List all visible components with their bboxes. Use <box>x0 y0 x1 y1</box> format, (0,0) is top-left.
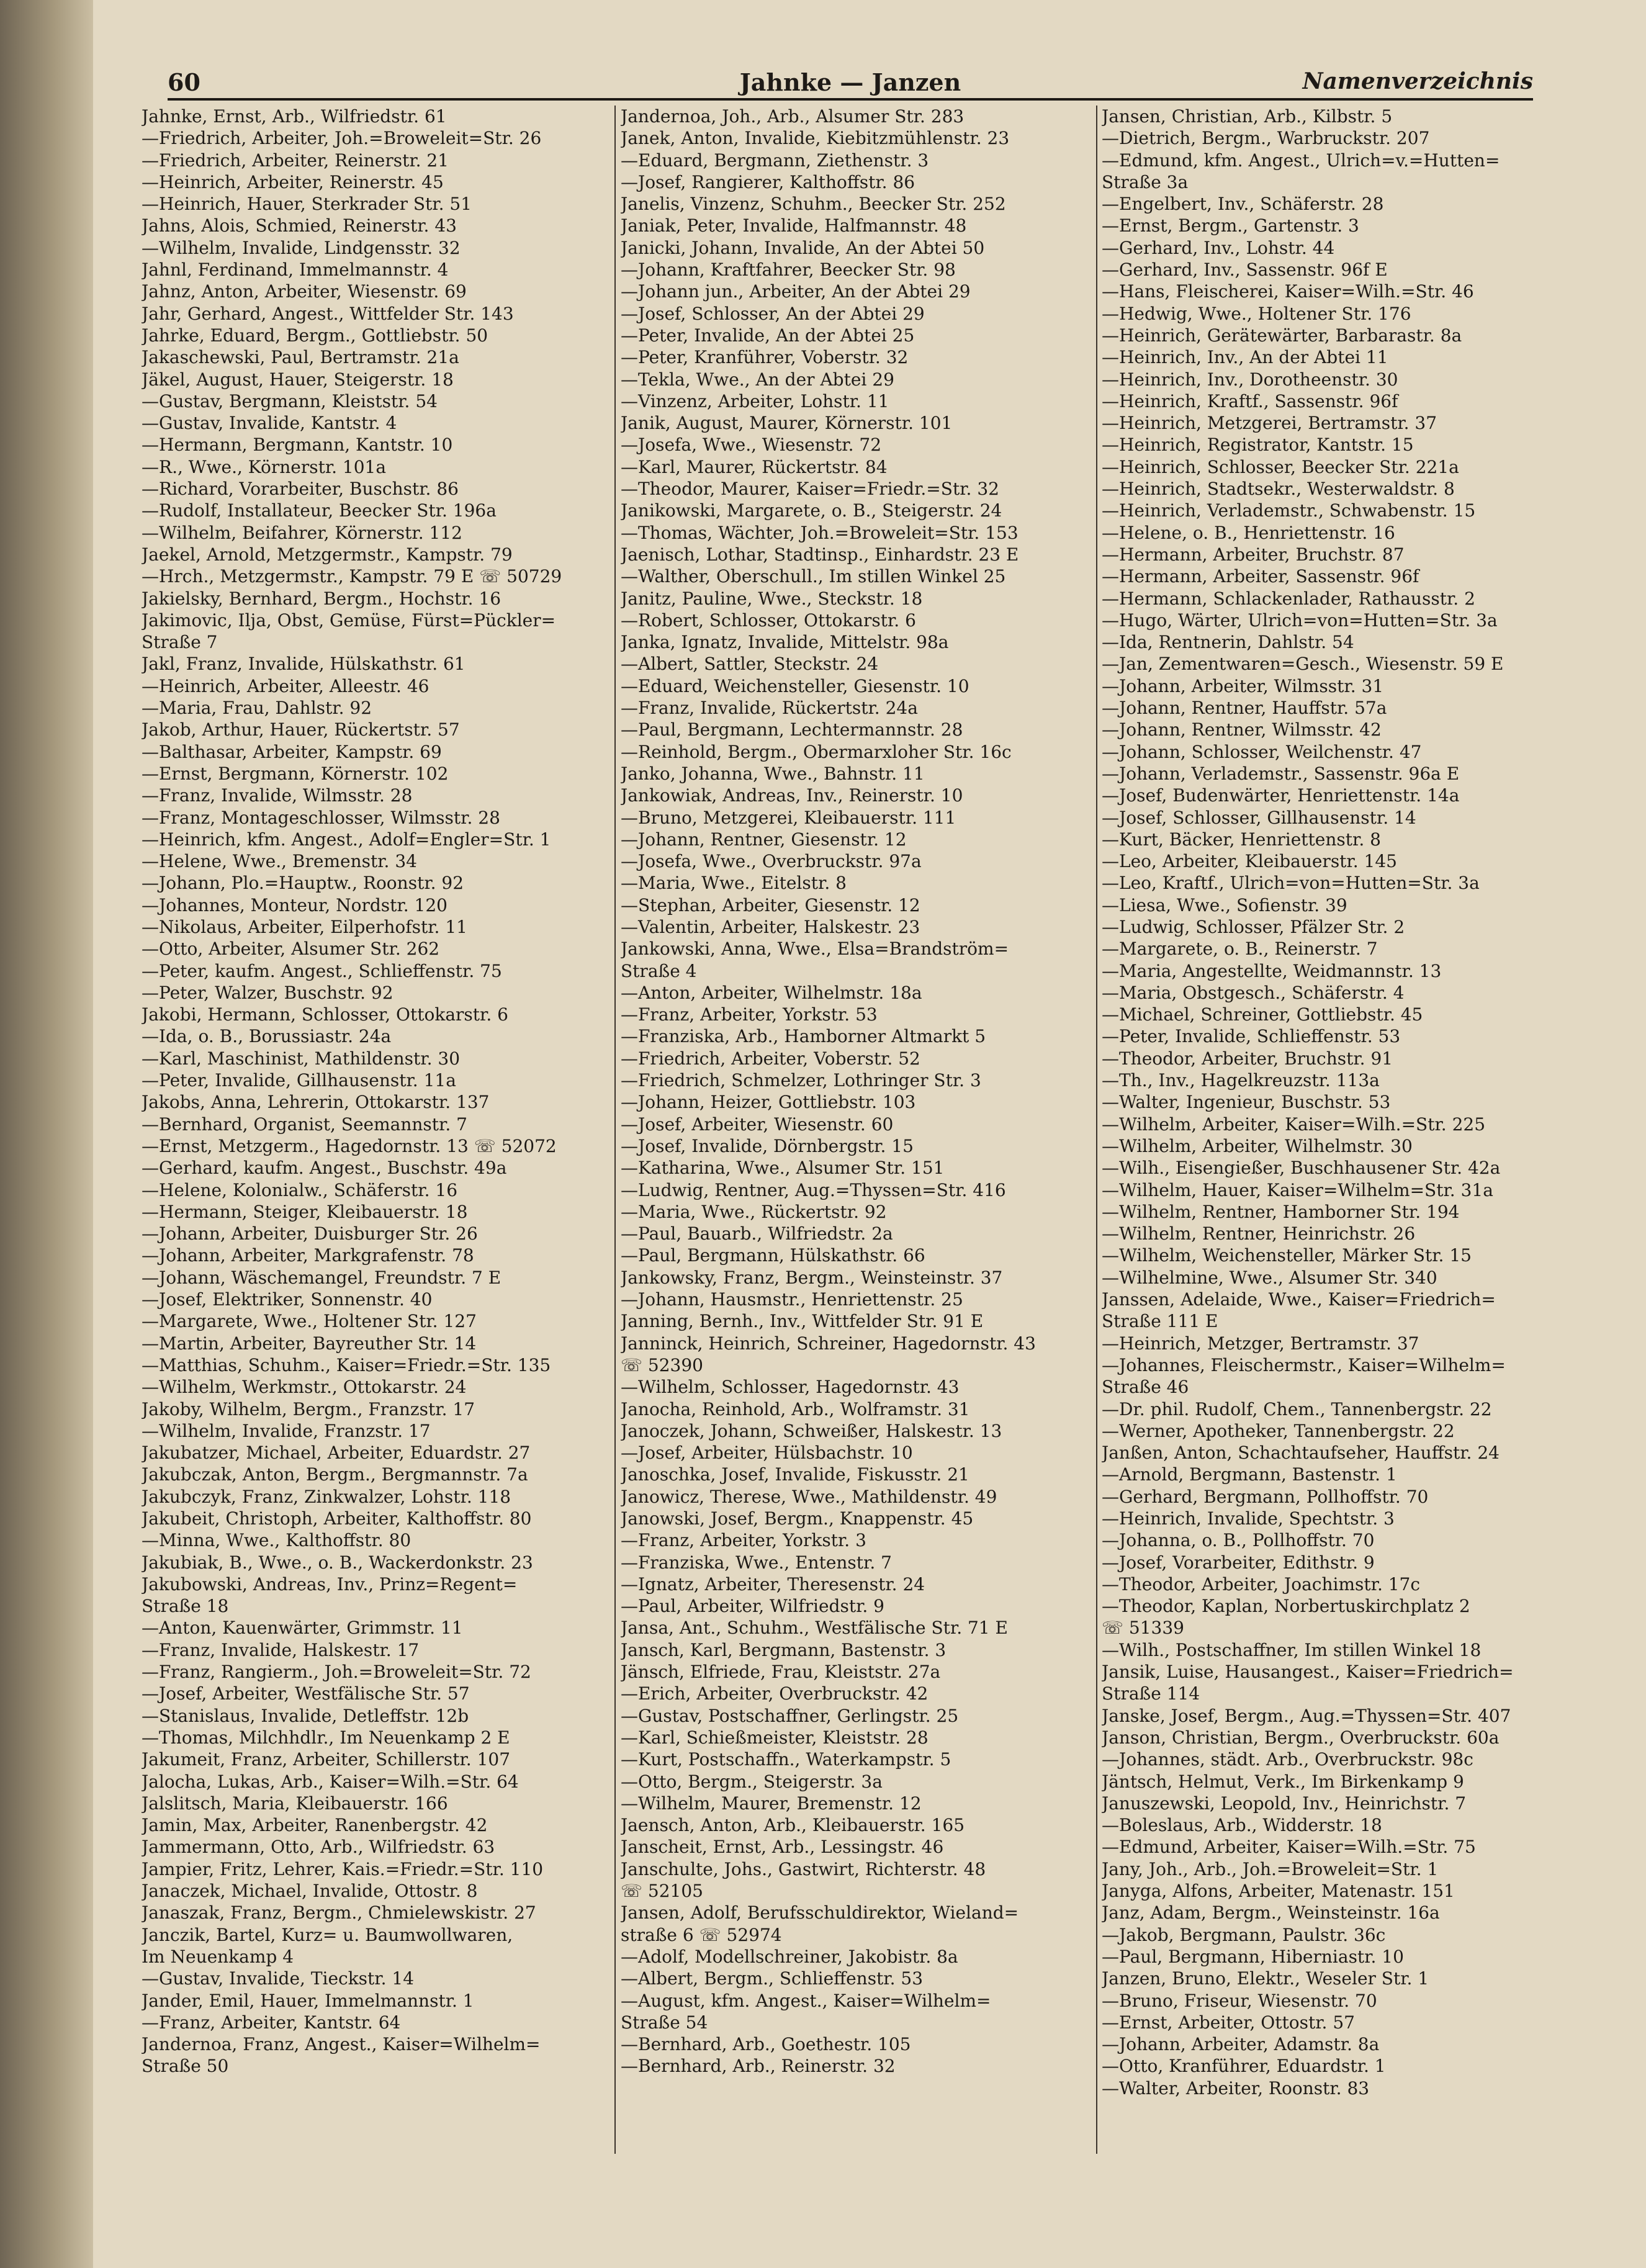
directory-entry: —Wilhelm, Arbeiter, Kaiser=Wilh.=Str. 225 <box>1102 1114 1486 1135</box>
directory-entry: —Johann, Plo.=Hauptw., Roonstr. 92 <box>142 873 464 894</box>
directory-entry: —Albert, Bergm., Schlieffenstr. 53 <box>621 1968 924 1989</box>
directory-entry: —Johann, Rentner, Wilmsstr. 42 <box>1102 719 1382 740</box>
directory-entry: —Wilhelmine, Wwe., Alsumer Str. 340 <box>1102 1267 1437 1288</box>
directory-entry: Jakobi, Hermann, Schlosser, Ottokarstr. 6 <box>142 1004 508 1025</box>
header-rule <box>168 98 1533 101</box>
directory-entry: —Gustav, Bergmann, Kleiststr. 54 <box>142 390 438 412</box>
directory-entry: —Friedrich, Arbeiter, Joh.=Broweleit=Str. 26 <box>142 128 542 149</box>
directory-entry: —Wilhelm, Invalide, Franzstr. 17 <box>142 1420 431 1441</box>
directory-entry: —Johann, Kraftfahrer, Beecker Str. 98 <box>621 259 956 281</box>
directory-entry: —Margarete, Wwe., Holtener Str. 127 <box>142 1311 477 1332</box>
directory-entry: —Franz, Arbeiter, Yorkstr. 3 <box>621 1530 866 1551</box>
directory-entry: —Ernst, Arbeiter, Ottostr. 57 <box>1102 2012 1355 2033</box>
directory-entry: Jänsch, Elfriede, Frau, Kleiststr. 27a <box>621 1662 941 1683</box>
directory-entry: —Hedwig, Wwe., Holtener Str. 176 <box>1102 303 1411 324</box>
directory-entry: Janßen, Anton, Schachtaufseher, Hauffstr. 24 <box>1102 1442 1500 1464</box>
directory-entry: —Hermann, Steiger, Kleibauerstr. 18 <box>142 1201 468 1222</box>
directory-entry: —Walter, Arbeiter, Roonstr. 83 <box>1102 2077 1370 2099</box>
directory-entry: Straße 18 <box>142 1596 229 1617</box>
directory-entry: Im Neuenkamp 4 <box>142 1946 294 1967</box>
directory-entry: —Werner, Apotheker, Tannenbergstr. 22 <box>1102 1420 1455 1441</box>
directory-entry: Janko, Johanna, Wwe., Bahnstr. 11 <box>621 763 925 784</box>
directory-entry: —Kurt, Postschaffn., Waterkampstr. 5 <box>621 1749 951 1770</box>
page-header <box>168 68 1533 102</box>
directory-entry: Jahnz, Anton, Arbeiter, Wiesenstr. 69 <box>142 281 467 302</box>
directory-entry: —Peter, Invalide, An der Abtei 25 <box>621 325 915 346</box>
directory-entry: Janocha, Reinhold, Arb., Wolframstr. 31 <box>621 1398 970 1420</box>
directory-entry: —Johann, Arbeiter, Adamstr. 8a <box>1102 2034 1380 2055</box>
directory-entry: —Johann, Heizer, Gottliebstr. 103 <box>621 1092 916 1113</box>
directory-entry: Janoczek, Johann, Schweißer, Halskestr. 13 <box>621 1420 1002 1441</box>
directory-entry: —Bruno, Metzgerei, Kleibauerstr. 111 <box>621 807 956 828</box>
directory-entry: —Maria, Angestellte, Weidmannstr. 13 <box>1102 960 1442 981</box>
directory-entry: Jakubeit, Christoph, Arbeiter, Kalthoffstr. 80 <box>142 1508 532 1529</box>
directory-entry: —Heinrich, kfm. Angest., Adolf=Engler=Str. 1 <box>142 829 551 850</box>
directory-entry: Janowicz, Therese, Wwe., Mathildenstr. 49 <box>621 1486 997 1507</box>
directory-entry: Janson, Christian, Bergm., Overbruckstr. 60a <box>1102 1727 1500 1748</box>
directory-entry: —Hermann, Schlackenlader, Rathausstr. 2 <box>1102 588 1475 609</box>
directory-entry: —Ernst, Bergmann, Körnerstr. 102 <box>142 763 449 784</box>
directory-entry: —Eduard, Weichensteller, Giesenstr. 10 <box>621 675 969 696</box>
directory-entry: Jakubczyk, Franz, Zinkwalzer, Lohstr. 118 <box>142 1486 511 1507</box>
directory-entry: —Theodor, Arbeiter, Bruchstr. 91 <box>1102 1048 1393 1069</box>
directory-entry: —Wilhelm, Schlosser, Hagedornstr. 43 <box>621 1377 960 1398</box>
directory-entry: —Josef, Schlosser, An der Abtei 29 <box>621 303 925 324</box>
directory-entry: —Peter, Invalide, Gillhausenstr. 11a <box>142 1070 456 1091</box>
directory-entry: Jahnl, Ferdinand, Immelmannstr. 4 <box>142 259 449 281</box>
directory-entry: Jandernoa, Joh., Arb., Alsumer Str. 283 <box>621 106 965 127</box>
directory-entry: —Gustav, Postschaffner, Gerlingstr. 25 <box>621 1705 959 1726</box>
directory-entry: —Ignatz, Arbeiter, Theresenstr. 24 <box>621 1573 925 1595</box>
directory-entry: —Hermann, Arbeiter, Bruchstr. 87 <box>1102 544 1405 565</box>
directory-entry: Janik, August, Maurer, Körnerstr. 101 <box>621 413 953 434</box>
directory-entry: —Franz, Invalide, Rückertstr. 24a <box>621 698 918 719</box>
directory-entry: —Ludwig, Rentner, Aug.=Thyssen=Str. 416 <box>621 1179 1006 1200</box>
directory-entry: Jampier, Fritz, Lehrer, Kais.=Friedr.=Str. 110 <box>142 1858 544 1879</box>
directory-entry: Jahrke, Eduard, Bergm., Gottliebstr. 50 <box>142 325 488 346</box>
directory-entry: —Josef, Schlosser, Gillhausenstr. 14 <box>1102 807 1416 828</box>
directory-entry: —Theodor, Maurer, Kaiser=Friedr.=Str. 32 <box>621 479 999 500</box>
directory-entry: —Paul, Bergmann, Hülskathstr. 66 <box>621 1245 925 1266</box>
directory-entry: Jakob, Arthur, Hauer, Rückertstr. 57 <box>142 719 460 740</box>
directory-entry: —Stephan, Arbeiter, Giesenstr. 12 <box>621 894 920 916</box>
directory-entry: —Otto, Bergm., Steigerstr. 3a <box>621 1771 883 1792</box>
directory-entry: Jakumeit, Franz, Arbeiter, Schillerstr. 107 <box>142 1749 511 1770</box>
directory-entry: Jansen, Christian, Arb., Kilbstr. 5 <box>1102 106 1393 127</box>
directory-entry: —Balthasar, Arbeiter, Kampstr. 69 <box>142 741 442 762</box>
directory-entry: Jander, Emil, Hauer, Immelmannstr. 1 <box>142 1990 474 2011</box>
directory-entry: —Gerhard, Bergmann, Pollhoffstr. 70 <box>1102 1486 1429 1507</box>
directory-entry: —Johann, Arbeiter, Markgrafenstr. 78 <box>142 1245 474 1266</box>
directory-entry: Jahr, Gerhard, Angest., Wittfelder Str. 143 <box>142 303 514 324</box>
directory-entry: —Ernst, Metzgerm., Hagedornstr. 13 ☏ 52072 <box>142 1135 557 1156</box>
directory-entry: —Eduard, Bergmann, Ziethenstr. 3 <box>621 150 929 171</box>
directory-entry: —Engelbert, Inv., Schäferstr. 28 <box>1102 194 1384 215</box>
directory-column-2 <box>621 106 1092 2077</box>
directory-entry: Janaszak, Franz, Bergm., Chmielewskistr. 27 <box>142 1902 536 1924</box>
directory-entry: Straße 111 E <box>1102 1311 1218 1332</box>
directory-entry: —Josef, Elektriker, Sonnenstr. 40 <box>142 1289 433 1310</box>
directory-entry: Jaekel, Arnold, Metzgermstr., Kampstr. 79 <box>142 544 513 565</box>
directory-entry: —Theodor, Kaplan, Norbertuskirchplatz 2 <box>1102 1596 1470 1617</box>
directory-entry: —Hugo, Wärter, Ulrich=von=Hutten=Str. 3a <box>1102 610 1498 631</box>
directory-entry: —Johann jun., Arbeiter, An der Abtei 29 <box>621 281 971 302</box>
directory-entry: Janaczek, Michael, Invalide, Ottostr. 8 <box>142 1881 478 1902</box>
directory-entry: Jakaschewski, Paul, Bertramstr. 21a <box>142 347 459 368</box>
directory-entry: —Heinrich, Metzger, Bertramstr. 37 <box>1102 1333 1419 1354</box>
directory-entry: —Heinrich, Verlademstr., Schwabenstr. 15 <box>1102 500 1476 521</box>
directory-entry: —Valentin, Arbeiter, Halskestr. 23 <box>621 916 920 937</box>
directory-entry: —Wilhelm, Rentner, Hamborner Str. 194 <box>1102 1201 1460 1222</box>
directory-entry: —Karl, Schießmeister, Kleiststr. 28 <box>621 1727 929 1748</box>
directory-entry: —Wilhelm, Arbeiter, Wilhelmstr. 30 <box>1102 1135 1413 1156</box>
directory-entry: Jaensch, Anton, Arb., Kleibauerstr. 165 <box>621 1815 965 1836</box>
directory-entry: Janicki, Johann, Invalide, An der Abtei 50 <box>621 237 985 258</box>
directory-entry: —Paul, Bergmann, Lechtermannstr. 28 <box>621 719 963 740</box>
directory-entry: —Dr. phil. Rudolf, Chem., Tannenbergstr. 22 <box>1102 1398 1492 1420</box>
directory-entry: —Maria, Wwe., Eitelstr. 8 <box>621 873 847 894</box>
directory-entry: —Peter, kaufm. Angest., Schlieffenstr. 75 <box>142 960 502 981</box>
directory-entry: —Bernhard, Organist, Seemannstr. 7 <box>142 1114 467 1135</box>
directory-entry: —Josef, Arbeiter, Wiesenstr. 60 <box>621 1114 894 1135</box>
directory-entry: Janninck, Heinrich, Schreiner, Hagedornstr. 43 <box>621 1333 1036 1354</box>
directory-entry: —Josef, Vorarbeiter, Edithstr. 9 <box>1102 1552 1375 1573</box>
directory-entry: Jankowski, Anna, Wwe., Elsa=Brandström= <box>621 938 1009 960</box>
directory-entry: —Helene, Wwe., Bremenstr. 34 <box>142 851 417 872</box>
column-divider <box>614 106 616 2154</box>
directory-entry: —Wilhelm, Werkmstr., Ottokarstr. 24 <box>142 1377 467 1398</box>
directory-entry: —Margarete, o. B., Reinerstr. 7 <box>1102 938 1378 960</box>
directory-entry: —Josef, Arbeiter, Westfälische Str. 57 <box>142 1683 470 1704</box>
directory-entry: —Kurt, Bäcker, Henriettenstr. 8 <box>1102 829 1381 850</box>
directory-entry: —Wilh., Postschaffner, Im stillen Winkel 18 <box>1102 1639 1482 1660</box>
directory-entry: Jamin, Max, Arbeiter, Ranenbergstr. 42 <box>142 1815 488 1836</box>
directory-entry: —Heinrich, Metzgerei, Bertramstr. 37 <box>1102 413 1437 434</box>
directory-entry: —Edmund, Arbeiter, Kaiser=Wilh.=Str. 75 <box>1102 1837 1476 1858</box>
section-title: Namenverzeichnis <box>1302 68 1533 94</box>
directory-entry: —Katharina, Wwe., Alsumer Str. 151 <box>621 1158 945 1179</box>
directory-entry: Janka, Ignatz, Invalide, Mittelstr. 98a <box>621 632 949 653</box>
directory-entry: —Leo, Kraftf., Ulrich=von=Hutten=Str. 3a <box>1102 873 1480 894</box>
directory-entry: —Franz, Montageschlosser, Wilmsstr. 28 <box>142 807 500 828</box>
directory-entry: —Liesa, Wwe., Sofienstr. 39 <box>1102 894 1347 916</box>
directory-entry: —Rudolf, Installateur, Beecker Str. 196a <box>142 500 497 521</box>
directory-entry: —Heinrich, Schlosser, Beecker Str. 221a <box>1102 456 1459 477</box>
directory-entry: Janning, Bernh., Inv., Wittfelder Str. 91 E <box>621 1311 984 1332</box>
directory-entry: —Franz, Invalide, Halskestr. 17 <box>142 1639 420 1660</box>
directory-entry: —Josef, Rangierer, Kalthoffstr. 86 <box>621 171 915 192</box>
directory-entry: Jakimovic, Ilja, Obst, Gemüse, Fürst=Pückler= <box>142 610 556 631</box>
directory-entry: —Wilhelm, Hauer, Kaiser=Wilhelm=Str. 31a <box>1102 1179 1493 1200</box>
directory-entry: —Minna, Wwe., Kalthoffstr. 80 <box>142 1530 412 1551</box>
directory-entry: —R., Wwe., Körnerstr. 101a <box>142 456 387 477</box>
directory-entry: Jakl, Franz, Invalide, Hülskathstr. 61 <box>142 654 465 675</box>
directory-entry: —Maria, Frau, Dahlstr. 92 <box>142 698 372 719</box>
directory-entry: —Martin, Arbeiter, Bayreuther Str. 14 <box>142 1333 477 1354</box>
directory-entry: —August, kfm. Angest., Kaiser=Wilhelm= <box>621 1990 991 2011</box>
directory-entry: —Hermann, Arbeiter, Sassenstr. 96f <box>1102 566 1419 587</box>
directory-entry: Janitz, Pauline, Wwe., Steckstr. 18 <box>621 588 923 609</box>
directory-entry: —Thomas, Wächter, Joh.=Broweleit=Str. 153 <box>621 522 1019 543</box>
directory-entry: Jäkel, August, Hauer, Steigerstr. 18 <box>142 369 454 390</box>
directory-entry: —Heinrich, Inv., Dorotheenstr. 30 <box>1102 369 1398 390</box>
directory-entry: Jakubowski, Andreas, Inv., Prinz=Regent= <box>142 1573 518 1595</box>
directory-entry: —Franz, Arbeiter, Kantstr. 64 <box>142 2012 401 2033</box>
directory-entry: Janowski, Josef, Bergm., Knappenstr. 45 <box>621 1508 974 1529</box>
directory-entry: Jakielsky, Bernhard, Bergm., Hochstr. 16 <box>142 588 501 609</box>
directory-entry: —Gerhard, Inv., Sassenstr. 96f E <box>1102 259 1388 281</box>
directory-entry: Jakobs, Anna, Lehrerin, Ottokarstr. 137 <box>142 1092 490 1113</box>
directory-entry: Januszewski, Leopold, Inv., Heinrichstr. 7 <box>1102 1793 1467 1814</box>
directory-entry: Jakubiak, B., Wwe., o. B., Wackerdonkstr. 23 <box>142 1552 533 1573</box>
directory-entry: —Bernhard, Arb., Reinerstr. 32 <box>621 2056 896 2077</box>
directory-entry: —Theodor, Arbeiter, Joachimstr. 17c <box>1102 1573 1421 1595</box>
directory-entry: —Johann, Wäschemangel, Freundstr. 7 E <box>142 1267 501 1288</box>
directory-entry: —Tekla, Wwe., An der Abtei 29 <box>621 369 894 390</box>
directory-entry: Janikowski, Margarete, o. B., Steigerstr. 24 <box>621 500 1002 521</box>
directory-entry: straße 6 ☏ 52974 <box>621 1924 782 1945</box>
directory-entry: —Michael, Schreiner, Gottliebstr. 45 <box>1102 1004 1423 1025</box>
directory-entry: —Heinrich, Gerätewärter, Barbarastr. 8a <box>1102 325 1462 346</box>
directory-entry: —Wilhelm, Rentner, Heinrichstr. 26 <box>1102 1223 1416 1244</box>
directory-entry: —Franziska, Wwe., Entenstr. 7 <box>621 1552 892 1573</box>
directory-entry: —Boleslaus, Arb., Widderstr. 18 <box>1102 1815 1382 1836</box>
directory-entry: —Johann, Arbeiter, Wilmsstr. 31 <box>1102 675 1384 696</box>
directory-entry: Janoschka, Josef, Invalide, Fiskusstr. 21 <box>621 1464 969 1485</box>
directory-entry: —Otto, Arbeiter, Alsumer Str. 262 <box>142 938 440 960</box>
directory-entry: Janske, Josef, Bergm., Aug.=Thyssen=Str. 407 <box>1102 1705 1511 1726</box>
directory-entry: —Josef, Invalide, Dörnbergstr. 15 <box>621 1135 914 1156</box>
directory-entry: —Stanislaus, Invalide, Detleffstr. 12b <box>142 1705 469 1726</box>
directory-entry: Janscheit, Ernst, Arb., Lessingstr. 46 <box>621 1837 944 1858</box>
directory-entry: Jaenisch, Lothar, Stadtinsp., Einhardstr. 23 E <box>621 544 1019 565</box>
directory-entry: —Ernst, Bergm., Gartenstr. 3 <box>1102 215 1359 236</box>
directory-entry: —Dietrich, Bergm., Warbruckstr. 207 <box>1102 128 1430 149</box>
directory-entry: —Nikolaus, Arbeiter, Eilperhofstr. 11 <box>142 916 467 937</box>
directory-entry: —Heinrich, Arbeiter, Alleestr. 46 <box>142 675 429 696</box>
directory-entry: —Ida, o. B., Borussiastr. 24a <box>142 1026 392 1047</box>
directory-entry: —Karl, Maurer, Rückertstr. 84 <box>621 456 888 477</box>
directory-entry: —Josef, Budenwärter, Henriettenstr. 14a <box>1102 785 1460 806</box>
directory-entry: Jammermann, Otto, Arb., Wilfriedstr. 63 <box>142 1837 495 1858</box>
directory-column-1 <box>142 106 613 2077</box>
directory-entry: Jankowiak, Andreas, Inv., Reinerstr. 10 <box>621 785 963 806</box>
directory-entry: —Matthias, Schuhm., Kaiser=Friedr.=Str. 135 <box>142 1354 551 1375</box>
directory-entry: —Heinrich, Invalide, Spechtstr. 3 <box>1102 1508 1395 1529</box>
directory-entry: —Johannes, städt. Arb., Overbruckstr. 98c <box>1102 1749 1473 1770</box>
directory-entry: —Edmund, kfm. Angest., Ulrich=v.=Hutten= <box>1102 150 1500 171</box>
directory-entry: —Wilhelm, Invalide, Lindgensstr. 32 <box>142 237 461 258</box>
directory-column-3 <box>1102 106 1573 2099</box>
directory-entry: Janschulte, Johs., Gastwirt, Richterstr. 48 <box>621 1858 986 1879</box>
directory-entry: —Wilhelm, Weichensteller, Märker Str. 15 <box>1102 1245 1472 1266</box>
page-number: 60 <box>168 68 200 96</box>
directory-entry: —Heinrich, Registrator, Kantstr. 15 <box>1102 434 1414 456</box>
directory-entry: —Helene, o. B., Henriettenstr. 16 <box>1102 522 1395 543</box>
directory-entry: —Jakob, Bergmann, Paulstr. 36c <box>1102 1924 1386 1945</box>
directory-entry: —Franz, Rangierm., Joh.=Broweleit=Str. 72 <box>142 1662 531 1683</box>
directory-entry: Straße 4 <box>621 960 697 981</box>
directory-entry: —Richard, Vorarbeiter, Buschstr. 86 <box>142 479 459 500</box>
directory-entry: —Heinrich, Kraftf., Sassenstr. 96f <box>1102 390 1398 412</box>
directory-entry: Jäntsch, Helmut, Verk., Im Birkenkamp 9 <box>1102 1771 1464 1792</box>
directory-entry: —Wilhelm, Maurer, Bremenstr. 12 <box>621 1793 922 1814</box>
directory-entry: —Peter, Kranführer, Voberstr. 32 <box>621 347 909 368</box>
directory-entry: Jakubatzer, Michael, Arbeiter, Eduardstr. 27 <box>142 1442 531 1464</box>
directory-entry: —Heinrich, Hauer, Sterkrader Str. 51 <box>142 194 472 215</box>
directory-entry: —Thomas, Milchhdlr., Im Neuenkamp 2 E <box>142 1727 510 1748</box>
directory-entry: —Gustav, Invalide, Tieckstr. 14 <box>142 1968 415 1989</box>
directory-entry: Straße 54 <box>621 2012 708 2033</box>
directory-entry: —Th., Inv., Hagelkreuzstr. 113a <box>1102 1070 1380 1091</box>
directory-entry: —Peter, Invalide, Schlieffenstr. 53 <box>1102 1026 1401 1047</box>
directory-entry: —Reinhold, Bergm., Obermarxloher Str. 16c <box>621 741 1012 762</box>
directory-entry: —Peter, Walzer, Buschstr. 92 <box>142 982 394 1003</box>
directory-entry: —Walter, Ingenieur, Buschstr. 53 <box>1102 1092 1391 1113</box>
column-divider <box>1096 106 1097 2154</box>
directory-entry: —Erich, Arbeiter, Overbruckstr. 42 <box>621 1683 929 1704</box>
directory-entry: —Gustav, Invalide, Kantstr. 4 <box>142 413 397 434</box>
directory-entry: —Adolf, Modellschreiner, Jakobistr. 8a <box>621 1946 958 1967</box>
directory-entry: —Bernhard, Arb., Goethestr. 105 <box>621 2034 911 2055</box>
directory-entry: —Robert, Schlosser, Ottokarstr. 6 <box>621 610 916 631</box>
directory-entry: —Josef, Arbeiter, Hülsbachstr. 10 <box>621 1442 913 1464</box>
directory-entry: —Hans, Fleischerei, Kaiser=Wilh.=Str. 46 <box>1102 281 1474 302</box>
directory-entry: Janczik, Bartel, Kurz= u. Baumwollwaren, <box>142 1924 513 1945</box>
directory-entry: —Arnold, Bergmann, Bastenstr. 1 <box>1102 1464 1397 1485</box>
directory-entry: ☏ 51339 <box>1102 1618 1184 1639</box>
directory-entry: Jahns, Alois, Schmied, Reinerstr. 43 <box>142 215 457 236</box>
directory-entry: Straße 46 <box>1102 1377 1189 1398</box>
directory-entry: Jansen, Adolf, Berufsschuldirektor, Wieland= <box>621 1902 1019 1924</box>
directory-entry: Straße 50 <box>142 2056 229 2077</box>
directory-entry: ☏ 52105 <box>621 1881 703 1902</box>
directory-entry: —Bruno, Friseur, Wiesenstr. 70 <box>1102 1990 1377 2011</box>
directory-entry: —Ludwig, Schlosser, Pfälzer Str. 2 <box>1102 916 1405 937</box>
directory-entry: Janzen, Bruno, Elektr., Weseler Str. 1 <box>1102 1968 1429 1989</box>
directory-entry: Jansch, Karl, Bergmann, Bastenstr. 3 <box>621 1639 947 1660</box>
binding-gutter <box>0 0 93 2268</box>
directory-entry: Jahnke, Ernst, Arb., Wilfriedstr. 61 <box>142 106 447 127</box>
directory-entry: —Heinrich, Inv., An der Abtei 11 <box>1102 347 1388 368</box>
directory-entry: Janyga, Alfons, Arbeiter, Matenastr. 151 <box>1102 1881 1455 1902</box>
directory-entry: —Johann, Rentner, Giesenstr. 12 <box>621 829 907 850</box>
directory-entry: Janssen, Adelaide, Wwe., Kaiser=Friedrich= <box>1102 1289 1496 1310</box>
directory-entry: —Karl, Maschinist, Mathildenstr. 30 <box>142 1048 461 1069</box>
directory-entry: Janelis, Vinzenz, Schuhm., Beecker Str. 252 <box>621 194 1006 215</box>
directory-entry: Jalslitsch, Maria, Kleibauerstr. 166 <box>142 1793 448 1814</box>
directory-entry: —Paul, Arbeiter, Wilfriedstr. 9 <box>621 1596 884 1617</box>
directory-entry: Janz, Adam, Bergm., Weinsteinstr. 16a <box>1102 1902 1440 1924</box>
directory-entry: Jalocha, Lukas, Arb., Kaiser=Wilh.=Str. 64 <box>142 1771 519 1792</box>
directory-entry: —Johann, Verlademstr., Sassenstr. 96a E <box>1102 763 1460 784</box>
directory-entry: Jandernoa, Franz, Angest., Kaiser=Wilhelm= <box>142 2034 541 2055</box>
directory-entry: Janek, Anton, Invalide, Kiebitzmühlenstr. 23 <box>621 128 1010 149</box>
directory-entry: —Jan, Zementwaren=Gesch., Wiesenstr. 59 E <box>1102 654 1504 675</box>
directory-entry: —Walther, Oberschull., Im stillen Winkel 25 <box>621 566 1006 587</box>
directory-entry: ☏ 52390 <box>621 1354 703 1375</box>
directory-entry: —Josefa, Wwe., Wiesenstr. 72 <box>621 434 882 456</box>
directory-entry: —Josefa, Wwe., Overbruckstr. 97a <box>621 851 922 872</box>
directory-entry: —Johannes, Fleischermstr., Kaiser=Wilhelm= <box>1102 1354 1506 1375</box>
directory-entry: —Franziska, Arb., Hamborner Altmarkt 5 <box>621 1026 986 1047</box>
directory-entry: —Anton, Arbeiter, Wilhelmstr. 18a <box>621 982 922 1003</box>
directory-entry: —Gerhard, Inv., Lohstr. 44 <box>1102 237 1335 258</box>
directory-entry: —Johanna, o. B., Pollhoffstr. 70 <box>1102 1530 1375 1551</box>
directory-entry: —Franz, Invalide, Wilmsstr. 28 <box>142 785 413 806</box>
directory-entry: Straße 3a <box>1102 171 1189 192</box>
directory-entry: —Wilhelm, Beifahrer, Körnerstr. 112 <box>142 522 462 543</box>
directory-entry: Jany, Joh., Arb., Joh.=Broweleit=Str. 1 <box>1102 1858 1439 1879</box>
directory-entry: —Ida, Rentnerin, Dahlstr. 54 <box>1102 632 1354 653</box>
directory-entry: —Heinrich, Arbeiter, Reinerstr. 45 <box>142 171 444 192</box>
directory-entry: —Friedrich, Arbeiter, Voberstr. 52 <box>621 1048 920 1069</box>
directory-entry: —Gerhard, kaufm. Angest., Buschstr. 49a <box>142 1158 507 1179</box>
directory-entry: —Paul, Bergmann, Hiberniastr. 10 <box>1102 1946 1404 1967</box>
directory-entry: —Johann, Hausmstr., Henriettenstr. 25 <box>621 1289 963 1310</box>
directory-entry: —Albert, Sattler, Steckstr. 24 <box>621 654 879 675</box>
directory-entry: —Johann, Arbeiter, Duisburger Str. 26 <box>142 1223 478 1244</box>
directory-entry: —Johann, Rentner, Hauffstr. 57a <box>1102 698 1387 719</box>
directory-entry: —Wilh., Eisengießer, Buschhausener Str. 42a <box>1102 1158 1501 1179</box>
directory-entry: Jansa, Ant., Schuhm., Westfälische Str. 71 E <box>621 1618 1008 1639</box>
directory-entry: —Paul, Bauarb., Wilfriedstr. 2a <box>621 1223 893 1244</box>
directory-entry: —Helene, Kolonialw., Schäferstr. 16 <box>142 1179 458 1200</box>
running-title: Jahnke — Janzen <box>739 68 961 96</box>
directory-entry: —Friedrich, Schmelzer, Lothringer Str. 3 <box>621 1070 981 1091</box>
directory-entry: —Hermann, Bergmann, Kantstr. 10 <box>142 434 453 456</box>
directory-entry: —Johann, Schlosser, Weilchenstr. 47 <box>1102 741 1422 762</box>
directory-entry: —Franz, Arbeiter, Yorkstr. 53 <box>621 1004 878 1025</box>
directory-entry: Jansik, Luise, Hausangest., Kaiser=Friedrich= <box>1102 1662 1514 1683</box>
directory-entry: Jakubczak, Anton, Bergm., Bergmannstr. 7a <box>142 1464 528 1485</box>
directory-entry: Straße 114 <box>1102 1683 1200 1704</box>
directory-entry: —Leo, Arbeiter, Kleibauerstr. 145 <box>1102 851 1397 872</box>
directory-entry: —Maria, Wwe., Rückertstr. 92 <box>621 1201 887 1222</box>
directory-entry: —Maria, Obstgesch., Schäferstr. 4 <box>1102 982 1405 1003</box>
directory-entry: Janiak, Peter, Invalide, Halfmannstr. 48 <box>621 215 967 236</box>
directory-entry: —Otto, Kranführer, Eduardstr. 1 <box>1102 2056 1386 2077</box>
directory-entry: Jankowsky, Franz, Bergm., Weinsteinstr. 37 <box>621 1267 1003 1288</box>
directory-entry: —Heinrich, Stadtsekr., Westerwaldstr. 8 <box>1102 479 1455 500</box>
directory-entry: —Vinzenz, Arbeiter, Lohstr. 11 <box>621 390 889 412</box>
directory-entry: —Johannes, Monteur, Nordstr. 120 <box>142 894 447 916</box>
directory-entry: —Friedrich, Arbeiter, Reinerstr. 21 <box>142 150 449 171</box>
directory-entry: Straße 7 <box>142 632 218 653</box>
directory-entry: —Hrch., Metzgermstr., Kampstr. 79 E ☏ 50729 <box>142 566 562 587</box>
directory-entry: Jakoby, Wilhelm, Bergm., Franzstr. 17 <box>142 1398 475 1420</box>
directory-entry: —Anton, Kauenwärter, Grimmstr. 11 <box>142 1618 463 1639</box>
